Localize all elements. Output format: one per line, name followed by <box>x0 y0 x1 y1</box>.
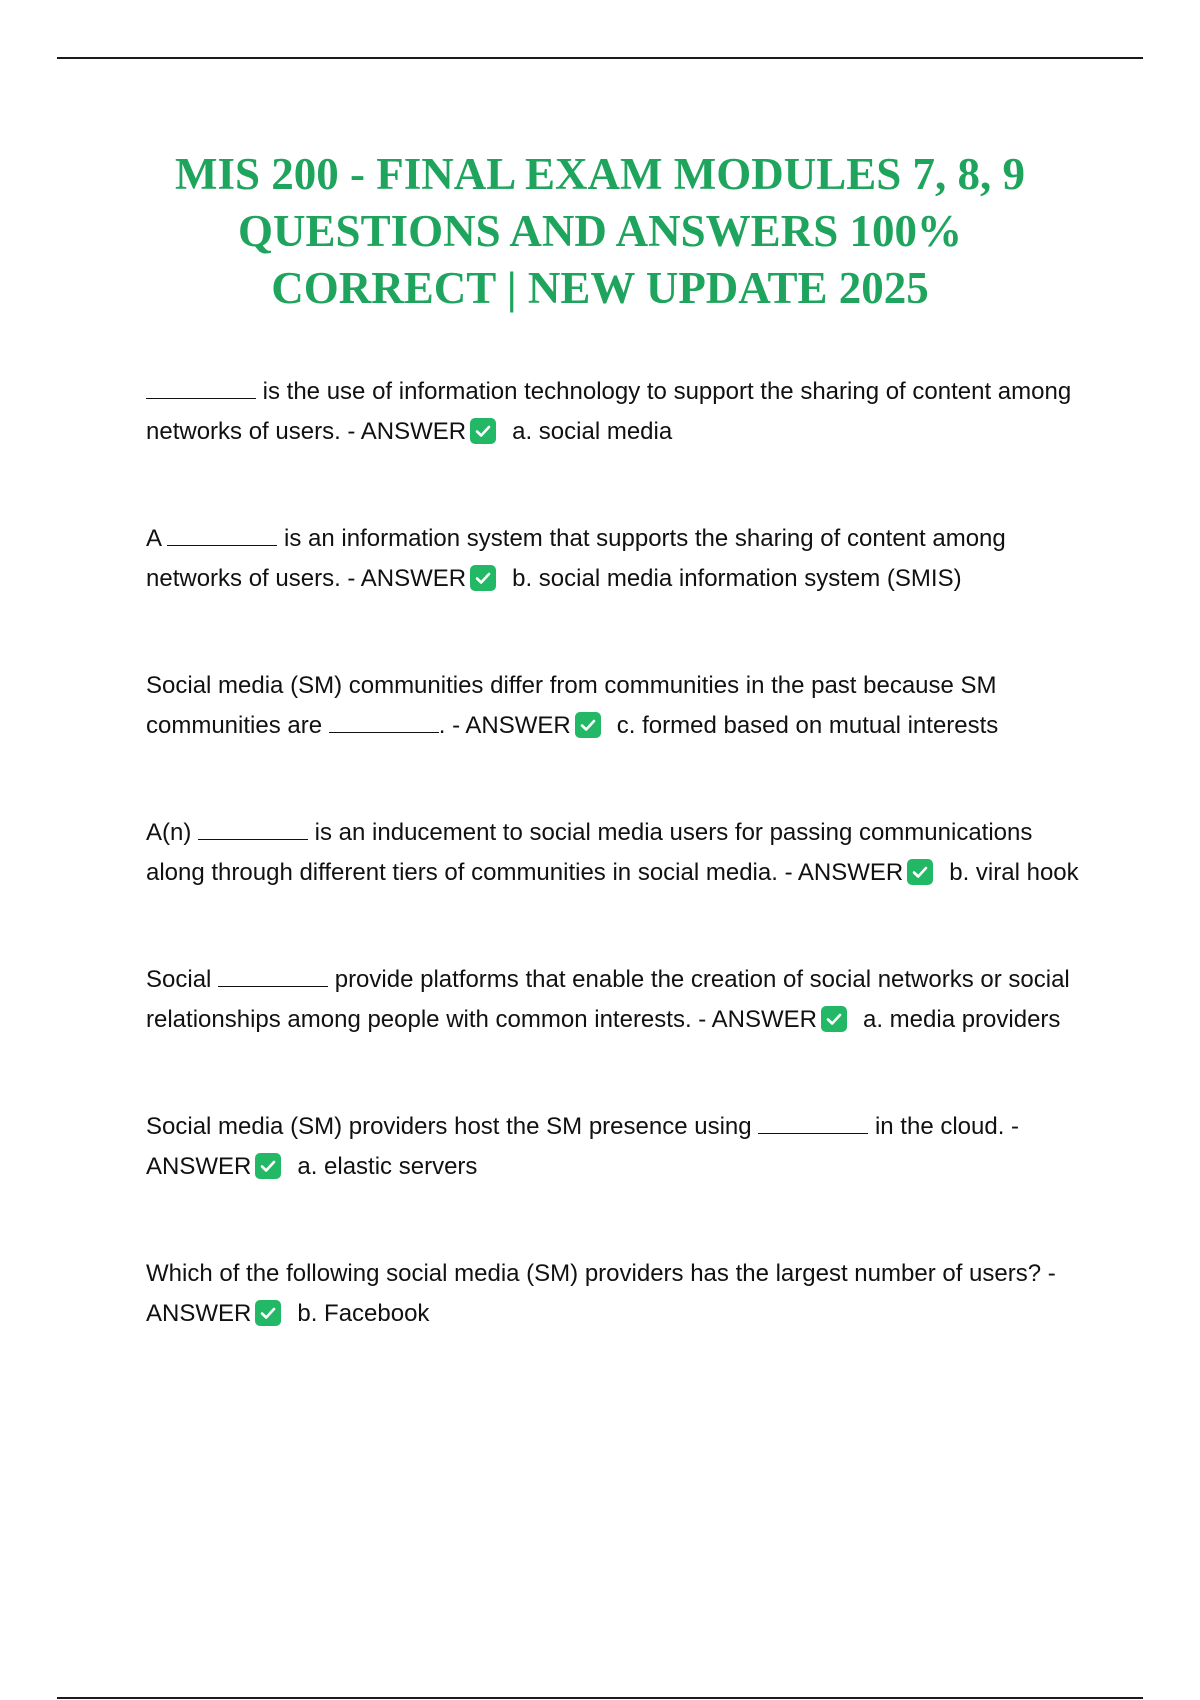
question-list <box>146 372 1096 1334</box>
answer-marker: - ANSWER <box>452 712 571 739</box>
question-item <box>146 813 1096 893</box>
checkmark-icon <box>821 1006 847 1032</box>
answer-marker: - ANSWER <box>146 1113 1020 1180</box>
answer-marker: - ANSWER <box>146 1260 1056 1327</box>
checkmark-icon <box>575 712 601 738</box>
fill-in-blank <box>218 964 328 987</box>
checkmark-icon <box>907 859 933 885</box>
checkmark-icon <box>470 565 496 591</box>
question-text-after: is an inducement to social media users for passing communications along through different tiers of communities in social media. <box>146 819 1033 886</box>
answer-text: b. social media information system (SMIS) <box>512 565 962 592</box>
bottom-rule <box>57 1697 1143 1699</box>
checkmark-icon <box>255 1300 281 1326</box>
answer-text: b. viral hook <box>949 859 1079 886</box>
title-line: CORRECT | NEW UPDATE 2025 <box>271 263 929 313</box>
question-text-after: . <box>438 712 446 739</box>
question-text-before: A(n) <box>146 819 199 846</box>
answer-text: c. formed based on mutual interests <box>616 712 999 739</box>
question-text-before: Social media (SM) communities differ from communities in the past because SM communities are <box>146 672 997 739</box>
fill-in-blank <box>758 1111 868 1134</box>
question-text-after: is an information system that supports the sharing of content among networks of users. <box>146 525 1006 592</box>
top-rule <box>57 57 1143 59</box>
answer-text: a. media providers <box>862 1006 1061 1033</box>
question-item <box>146 960 1096 1040</box>
question-item <box>146 1107 1096 1187</box>
answer-marker: - ANSWER <box>784 859 904 886</box>
question-text-after: in the cloud. <box>868 1113 1005 1140</box>
fill-in-blank <box>329 710 439 733</box>
question-item <box>146 519 1096 599</box>
question-item <box>146 1254 1096 1334</box>
answer-marker: - ANSWER <box>698 1006 817 1033</box>
checkmark-icon <box>470 418 496 444</box>
checkmark-icon <box>255 1153 281 1179</box>
answer-marker: - ANSWER <box>347 418 467 445</box>
question-text-after: is the use of information technology to support the sharing of content among networks of users. <box>146 378 1072 445</box>
question-text-before: Social media (SM) providers host the SM presence using <box>146 1113 759 1140</box>
document-title <box>100 146 1100 317</box>
answer-text: a. social media <box>512 418 673 445</box>
question-item <box>146 666 1096 746</box>
fill-in-blank <box>167 523 277 546</box>
title-line: QUESTIONS AND ANSWERS 100% <box>238 206 962 256</box>
answer-text: a. elastic servers <box>297 1153 478 1180</box>
question-text-before: Social <box>146 966 219 993</box>
question-text-before: A <box>146 525 168 552</box>
question-item <box>146 372 1096 452</box>
title-line: MIS 200 - FINAL EXAM MODULES 7, 8, 9 <box>174 149 1026 199</box>
question-text-after: provide platforms that enable the creation of social networks or social relationships among people with common interests. <box>146 966 1070 1033</box>
question-text-before: Which of the following social media (SM) providers has the largest number of users? <box>146 1260 1042 1287</box>
fill-in-blank <box>198 817 308 840</box>
answer-text: b. Facebook <box>297 1300 430 1327</box>
fill-in-blank <box>146 376 256 399</box>
answer-marker: - ANSWER <box>347 565 467 592</box>
